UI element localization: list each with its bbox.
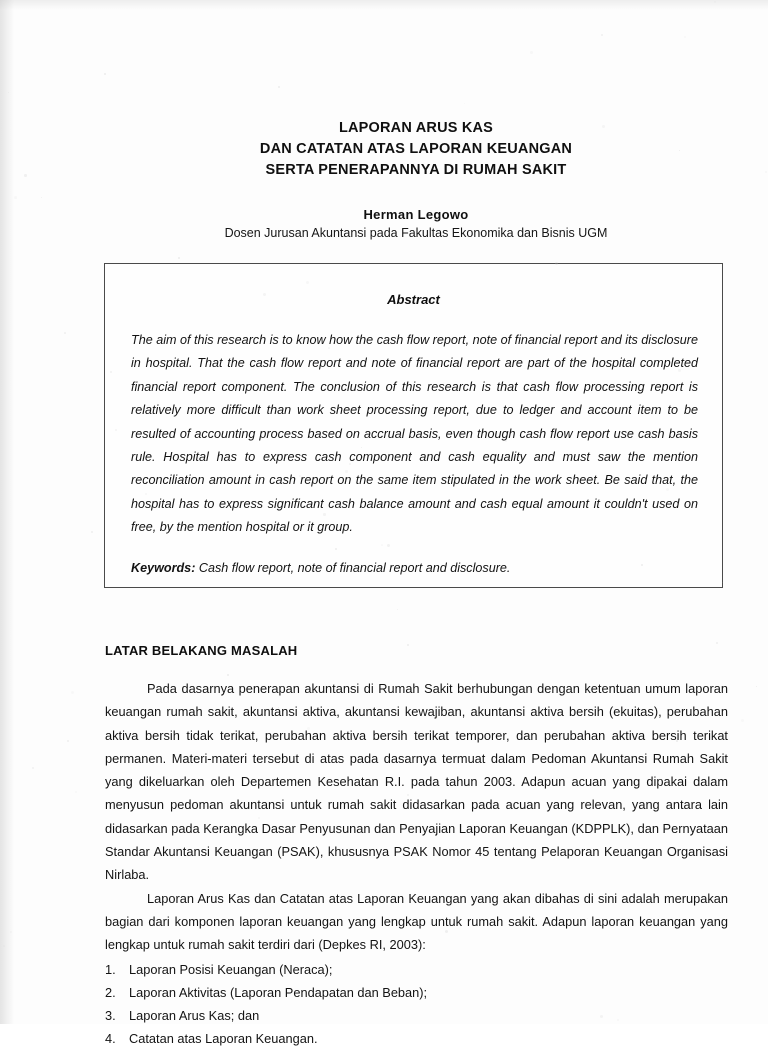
title-line-3: SERTA PENERAPANNYA DI RUMAH SAKIT: [265, 162, 567, 178]
title-line-2: DAN CATATAN ATAS LAPORAN KEUANGAN: [259, 141, 573, 157]
list-item-label: Laporan Posisi Keuangan (Neraca);: [129, 961, 333, 977]
list-item-label: Laporan Aktivitas (Laporan Pendapatan dan Beban);: [129, 984, 428, 1000]
author-name: Herman Legowo: [363, 207, 469, 222]
abstract-keywords: [131, 558, 698, 579]
body-paragraph-2: Laporan Arus Kas dan Catatan atas Laporan Keuangan yang akan dibahas di sini adalah merupakan bagian dari komponen laporan keuangan yang lengkap untuk rumah sakit. Adapun laporan keuangan yang lengkap untuk rumah sakit terdiri dari (Depkes RI, 2003):: [105, 890, 728, 953]
list-item-number: 2.: [105, 984, 116, 1000]
list-item: [105, 1004, 728, 1027]
body-content: [105, 677, 728, 1051]
author-block: [105, 205, 727, 243]
list-item: [105, 981, 728, 1004]
section-heading-latar-belakang: LATAR BELAKANG MASALAH: [105, 643, 298, 658]
author-affiliation: Dosen Jurusan Akuntansi pada Fakultas Ekonomika dan Bisnis UGM: [224, 226, 608, 240]
body-paragraph-1: Pada dasarnya penerapan akuntansi di Rumah Sakit berhubungan dengan ketentuan umum laporan keuangan rumah sakit, akuntansi aktiva, akuntansi kewajiban, akuntansi aktiva bersih (ekuitas), perubahan aktiva bersih tidak terikat, perubahan aktiva bersih terikat temporer, dan perubahan aktiva bersih terikat permanen. Materi-materi tersebut di atas pada dasarnya termuat dalam Pedoman Akuntansi Rumah Sakit yang dikeluarkan oleh Departemen Kesehatan R.I. pada tahun 2003. Adapun acuan yang dipakai dalam menyusun pedoman akuntansi untuk rumah sakit didasarkan pada acuan yang relevan, yang antara lain didasarkan pada Kerangka Dasar Penyusunan dan Penyajian Laporan Keuangan (KDPPLK), dan Pernyataan Standar Akuntansi Keuangan (PSAK), khususnya PSAK Nomor 45 tentang Pelaporan Keuangan Organisasi Nirlaba.: [105, 681, 728, 883]
title-line-1: LAPORAN ARUS KAS: [338, 120, 494, 136]
list-item-label: Laporan Arus Kas; dan: [129, 1008, 260, 1024]
keywords-label: Keywords:: [131, 560, 196, 575]
document-title: [105, 118, 727, 181]
abstract-box: [104, 263, 723, 588]
financial-report-list: [105, 958, 728, 1051]
page-left-edge-shadow: [0, 0, 14, 1024]
list-item-number: 3.: [105, 1008, 116, 1024]
keywords-value: Cash flow report, note of financial report and disclosure.: [198, 560, 511, 575]
list-item-number: 4.: [105, 1031, 116, 1047]
list-item-number: 1.: [105, 961, 116, 977]
abstract-body: The aim of this research is to know how the cash flow report, note of financial report and its disclosure in hospital. That the cash flow report and note of financial report are part of the hospital completed financial report component. The conclusion of this research is that cash flow processing report is relatively more difficult than work sheet processing report, due to ledger and account item to be resulted of accounting process based on accrual basis, even though cash flow report use cash basis rule. Hospital has to express cash component and cash equality and must saw the mention reconciliation amount in cash report on the same item stipulated in the work sheet. Be said that, the hospital has to express significant cash balance amount and cash equal amount it couldn't used on free, by the mention hospital or it group.: [131, 333, 698, 535]
list-item-label: Catatan atas Laporan Keuangan.: [129, 1031, 318, 1047]
page-top-edge-shadow: [0, 0, 768, 10]
list-item: [105, 958, 728, 981]
list-item: [105, 1027, 728, 1050]
abstract-heading: Abstract: [387, 292, 440, 307]
